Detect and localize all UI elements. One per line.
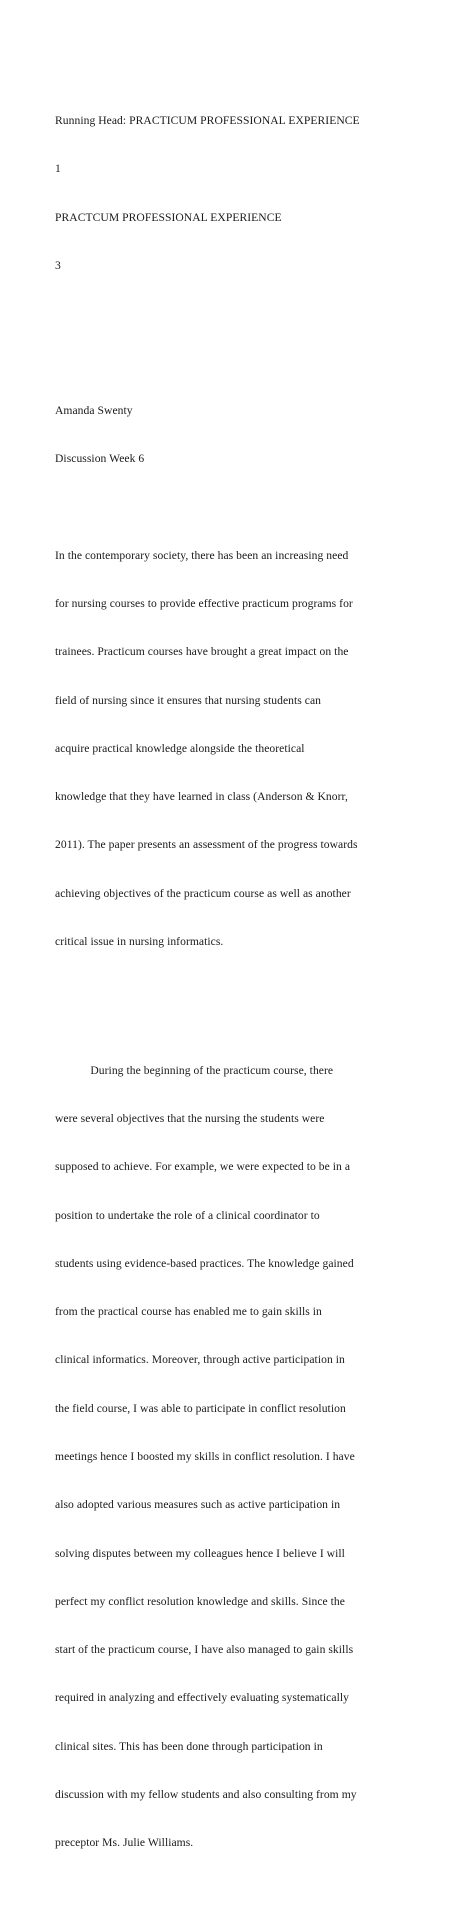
author-name: Amanda Swenty (55, 403, 133, 417)
spacer (55, 355, 405, 371)
running-head: Running Head: PRACTICUM PROFESSIONAL EXPERIENCE (55, 114, 360, 128)
paragraph-line: from the practical course has enabled me to gain skills in (55, 1305, 322, 1319)
paragraph-line: clinical sites. This has been done through participation in (55, 1739, 323, 1753)
paragraph-line: supposed to achieve. For example, we were expected to be in a (55, 1160, 351, 1174)
paragraph-line: position to undertake the role of a clinical coordinator to (55, 1208, 320, 1222)
paragraph-line: preceptor Ms. Julie Williams. (55, 1836, 194, 1850)
assignment-title: Discussion Week 6 (55, 452, 145, 466)
paragraph-line: the field course, I was able to participate in conflict resolution (55, 1401, 346, 1415)
paragraph-line: 2011). The paper presents an assessment of the progress towards (55, 838, 358, 852)
paragraph-line: required in analyzing and effectively evaluating systematically (55, 1691, 349, 1705)
paragraph-line: field of nursing since it ensures that nursing students can (55, 693, 322, 707)
paragraph-line: trainees. Practicum courses have brought a great impact on the (55, 645, 349, 659)
page-number: 1 (55, 162, 61, 176)
paragraph-line: acquire practical knowledge alongside the theoretical (55, 741, 305, 755)
paragraph-line: also adopted various measures such as active participation in (55, 1498, 341, 1512)
spacer (55, 306, 405, 322)
paragraph-line: knowledge that they have learned in class (Anderson & Knorr, (55, 790, 348, 804)
paragraph-line: perfect my conflict resolution knowledge and skills. Since the (55, 1594, 345, 1608)
paragraph-line: meetings hence I boosted my skills in conflict resolution. I have (55, 1449, 355, 1463)
paragraph-line: were several objectives that the nursing the students were (55, 1112, 325, 1125)
document-body (55, 81, 405, 1916)
paragraph-line: for nursing courses to provide effective practicum programs for (55, 597, 353, 610)
paragraph-line: During the beginning of the practicum course, there (55, 1063, 334, 1077)
paragraph-line: achieving objectives of the practicum course as well as another (55, 886, 351, 900)
short-title: PRACTCUM PROFESSIONAL EXPERIENCE (55, 210, 282, 224)
page-number-secondary: 3 (55, 259, 61, 273)
paragraph-line: start of the practicum course, I have also managed to gain skills (55, 1643, 354, 1657)
paragraph-line: critical issue in nursing informatics. (55, 934, 224, 948)
paragraph-line: solving disputes between my colleagues hence I believe I will (55, 1546, 345, 1560)
paragraph-objectives (55, 1031, 405, 1884)
paragraph-line: clinical informatics. Moreover, through active participation in (55, 1353, 345, 1367)
paragraph-line: In the contemporary society, there has been an increasing need (55, 548, 349, 562)
paragraph-intro (55, 516, 405, 983)
paragraph-line: discussion with my fellow students and also consulting from my (55, 1787, 357, 1801)
paragraph-line: students using evidence-based practices. The knowledge gained (55, 1256, 354, 1270)
